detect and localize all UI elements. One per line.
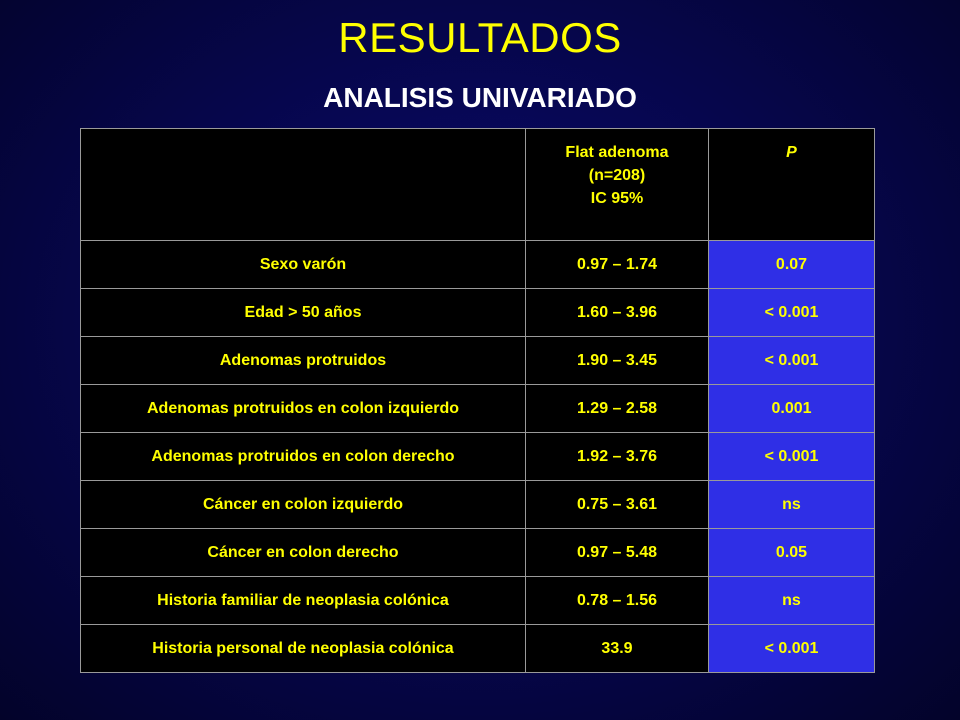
row-ic-value: 1.92 – 3.76: [526, 433, 709, 481]
row-ic-value: 1.29 – 2.58: [526, 385, 709, 433]
header-empty-cell: [81, 129, 526, 241]
table-row: [81, 289, 875, 337]
row-p-value: < 0.001: [709, 625, 875, 673]
row-ic-value: 0.97 – 5.48: [526, 529, 709, 577]
row-ic-value: 0.78 – 1.56: [526, 577, 709, 625]
table-row: [81, 529, 875, 577]
row-ic-value: 0.75 – 3.61: [526, 481, 709, 529]
row-label: Cáncer en colon derecho: [81, 529, 526, 577]
row-p-value: 0.05: [709, 529, 875, 577]
row-p-value: ns: [709, 577, 875, 625]
row-label: Sexo varón: [81, 241, 526, 289]
slide-title: RESULTADOS: [338, 14, 622, 61]
header-p-label: P: [786, 144, 797, 161]
row-p-value: 0.07: [709, 241, 875, 289]
row-label: Adenomas protruidos: [81, 337, 526, 385]
row-label: Historia personal de neoplasia colónica: [81, 625, 526, 673]
table-row: [81, 433, 875, 481]
row-p-value: < 0.001: [709, 289, 875, 337]
row-ic-value: 1.90 – 3.45: [526, 337, 709, 385]
table-row: [81, 481, 875, 529]
row-p-value: < 0.001: [709, 337, 875, 385]
results-table: [80, 128, 875, 673]
row-ic-value: 0.97 – 1.74: [526, 241, 709, 289]
header-p-cell: [709, 129, 875, 241]
table-row: [81, 625, 875, 673]
slide-subtitle: ANALISIS UNIVARIADO: [323, 82, 637, 113]
table-row: [81, 241, 875, 289]
table-header-row: [81, 129, 875, 241]
row-p-value: 0.001: [709, 385, 875, 433]
row-p-value: < 0.001: [709, 433, 875, 481]
row-p-value: ns: [709, 481, 875, 529]
row-label: Cáncer en colon izquierdo: [81, 481, 526, 529]
row-label: Edad > 50 años: [81, 289, 526, 337]
row-label: Adenomas protruidos en colon derecho: [81, 433, 526, 481]
header-flat-adenoma-cell: [526, 129, 709, 241]
header-flat-adenoma-label: Flat adenoma: [565, 144, 669, 161]
header-sample-size-label: (n=208): [588, 167, 646, 185]
table-row: [81, 337, 875, 385]
header-ic-label: IC 95%: [590, 190, 644, 208]
row-label: Adenomas protruidos en colon izquierdo: [81, 385, 526, 433]
row-ic-value: 1.60 – 3.96: [526, 289, 709, 337]
table-row: [81, 577, 875, 625]
row-ic-value: 33.9: [526, 625, 709, 673]
row-label: Historia familiar de neoplasia colónica: [81, 577, 526, 625]
table-row: [81, 385, 875, 433]
